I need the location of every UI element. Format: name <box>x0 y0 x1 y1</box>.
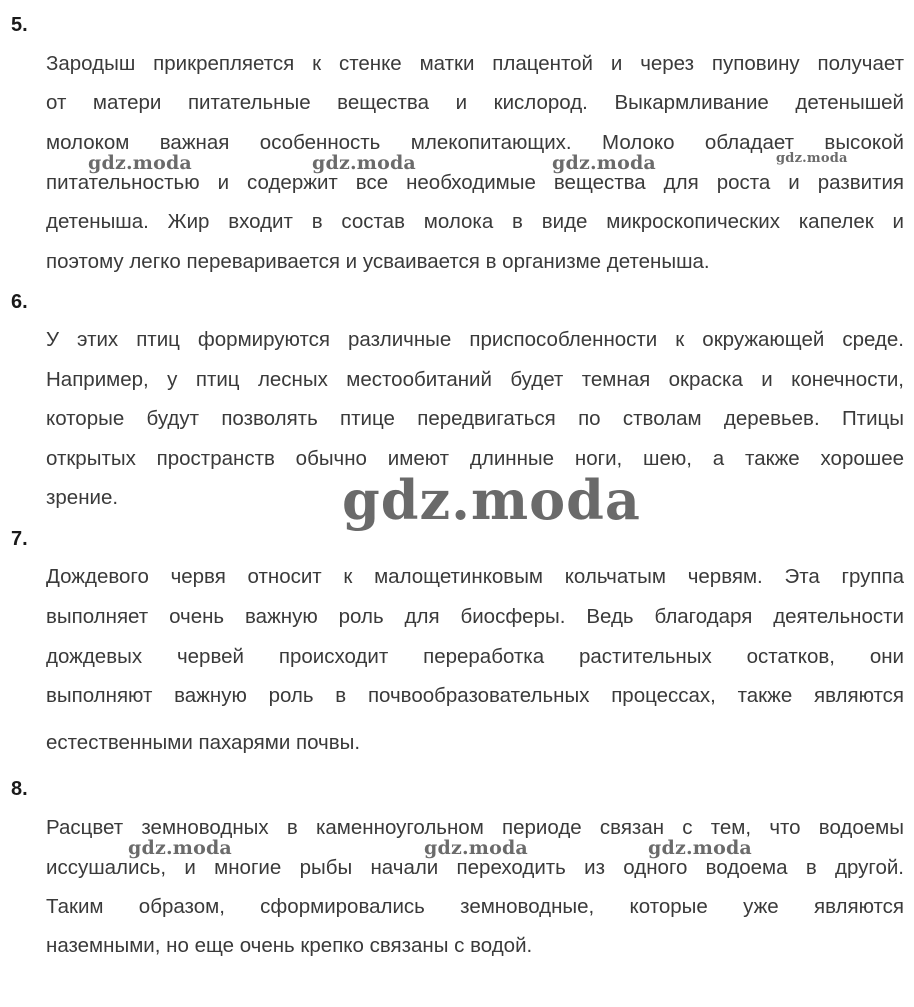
answer-6-line-5: зрение. <box>46 486 119 509</box>
answer-5-line-5: детеныша. Жир входит в состав молока в виде микроскопических капелек и <box>46 210 904 233</box>
answer-6-line-1: У этих птиц формируются различные приспособленности к окружающей среде. <box>46 328 904 351</box>
answer-6-line-3: которые будут позволять птице передвигаться по стволам деревьев. Птицы <box>46 407 904 430</box>
answer-5-line-1: Зародыш прикрепляется к стенке матки плацентой и через пуповину получает <box>46 52 904 75</box>
answer-7-number: 7. <box>11 528 28 550</box>
answer-8-line-3: Таким образом, сформировались земноводные, которые уже являются <box>46 895 904 918</box>
answer-8-line-4: наземными, но еще очень крепко связаны с водой. <box>46 934 533 957</box>
answer-5-line-2: от матери питательные вещества и кислород. Выкармливание детенышей <box>46 91 904 114</box>
watermark-large: gdz.moda <box>342 468 641 532</box>
answer-7-line-4: выполняют важную роль в почвообразовательных процессах, также являются <box>46 684 904 707</box>
answer-6-number: 6. <box>11 291 28 313</box>
watermark: gdz.moda <box>552 152 656 174</box>
watermark: gdz.moda <box>88 152 192 174</box>
answer-5-line-3: молоком важная особенность млекопитающих. Молоко обладает высокой <box>46 131 904 154</box>
answer-7-line-5: естественными пахарями почвы. <box>46 731 361 754</box>
watermark: gdz.moda <box>424 837 528 859</box>
watermark: gdz.moda <box>648 837 752 859</box>
answer-6-line-4: открытых пространств обычно имеют длинные ноги, шею, а также хорошее <box>46 447 904 470</box>
watermark: gdz.moda <box>128 837 232 859</box>
answer-7-line-2: выполняет очень важную роль для биосферы. Ведь благодаря деятельности <box>46 605 904 628</box>
answer-6-line-2: Например, у птиц лесных местообитаний будет темная окраска и конечности, <box>46 368 904 391</box>
answer-7-line-3: дождевых червей происходит переработка растительных остатков, они <box>46 645 904 668</box>
answer-5-number: 5. <box>11 14 28 36</box>
answer-5-line-6: поэтому легко переваривается и усваивается в организме детеныша. <box>46 250 710 273</box>
answer-8-number: 8. <box>11 778 28 800</box>
watermark: gdz.moda <box>776 151 848 166</box>
watermark: gdz.moda <box>312 152 416 174</box>
answer-8-line-2: иссушались, и многие рыбы начали переходить из одного водоема в другой. <box>46 856 904 879</box>
answer-7-line-1: Дождевого червя относит к малощетинковым кольчатым червям. Эта группа <box>46 565 904 588</box>
answer-8-line-1: Расцвет земноводных в каменноугольном периоде связан с тем, что водоемы <box>46 816 904 839</box>
answer-5-line-4: питательностью и содержит все необходимые вещества для роста и развития <box>46 171 904 194</box>
